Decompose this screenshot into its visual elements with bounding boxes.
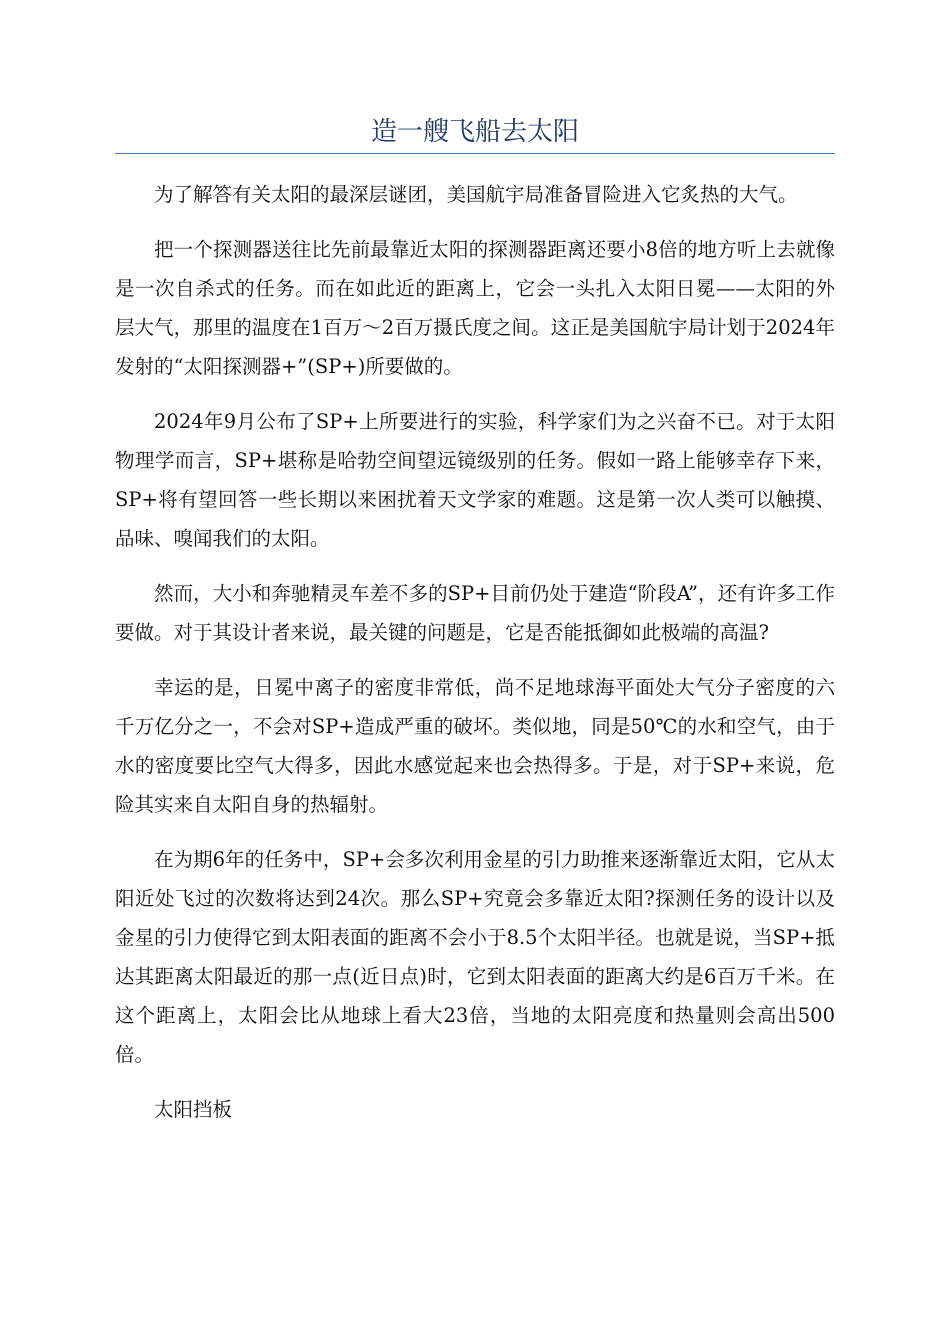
paragraph-5: 幸运的是，日冕中离子的密度非常低，尚不足地球海平面处大气分子密度的六千万亿分之一，不会对SP+造成严重的破坏。类似地，同是50℃的水和空气，由于水的密度要比空气大得多，因此水感觉起来也会热得多。于是，对于SP+来说，危险其实来自太阳自身的热辐射。 [115,676,835,816]
document-body [115,175,835,1145]
section-heading-sun-shield: 太阳挡板 [154,1098,233,1121]
title-underline [115,153,835,154]
paragraph-2: 把一个探测器送往比先前最靠近太阳的探测器距离还要小8倍的地方听上去就像是一次自杀式的任务。而在如此近的距离上，它会一头扎入太阳日冕——太阳的外层大气，那里的温度在1百万～2百万摄氏度之间。这正是美国航宇局计划于2024年发射的“太阳探测器+”(SP+)所要做的。 [115,238,835,378]
paragraph-4: 然而，大小和奔驰精灵车差不多的SP+目前仍处于建造“阶段A”，还有许多工作要做。对于其设计者来说，最关键的问题是，它是否能抵御如此极端的高温? [115,582,835,644]
paragraph-3: 2024年9月公布了SP+上所要进行的实验，科学家们为之兴奋不已。对于太阳物理学而言，SP+堪称是哈勃空间望远镜级别的任务。假如一路上能够幸存下来，SP+将有望回答一些长期以来困扰着天文学家的难题。这是第一次人类可以触摸、品味、嗅闻我们的太阳。 [115,410,835,550]
paragraph-6: 在为期6年的任务中，SP+会多次利用金星的引力助推来逐渐靠近太阳，它从太阳近处飞过的次数将达到24次。那么SP+究竟会多靠近太阳?探测任务的设计以及金星的引力使得它到太阳表面的距离不会小于8.5个太阳半径。也就是说，当SP+抵达其距离太阳最近的那一点(近日点)时，它到太阳表面的距离大约是6百万千米。在这个距离上，太阳会比从地球上看大23倍，当地的太阳亮度和热量则会高出500倍。 [115,848,835,1066]
document-title: 造一艘飞船去太阳 [370,117,579,147]
paragraph-1: 为了解答有关太阳的最深层谜团，美国航宇局准备冒险进入它炙热的大气。 [154,183,798,206]
